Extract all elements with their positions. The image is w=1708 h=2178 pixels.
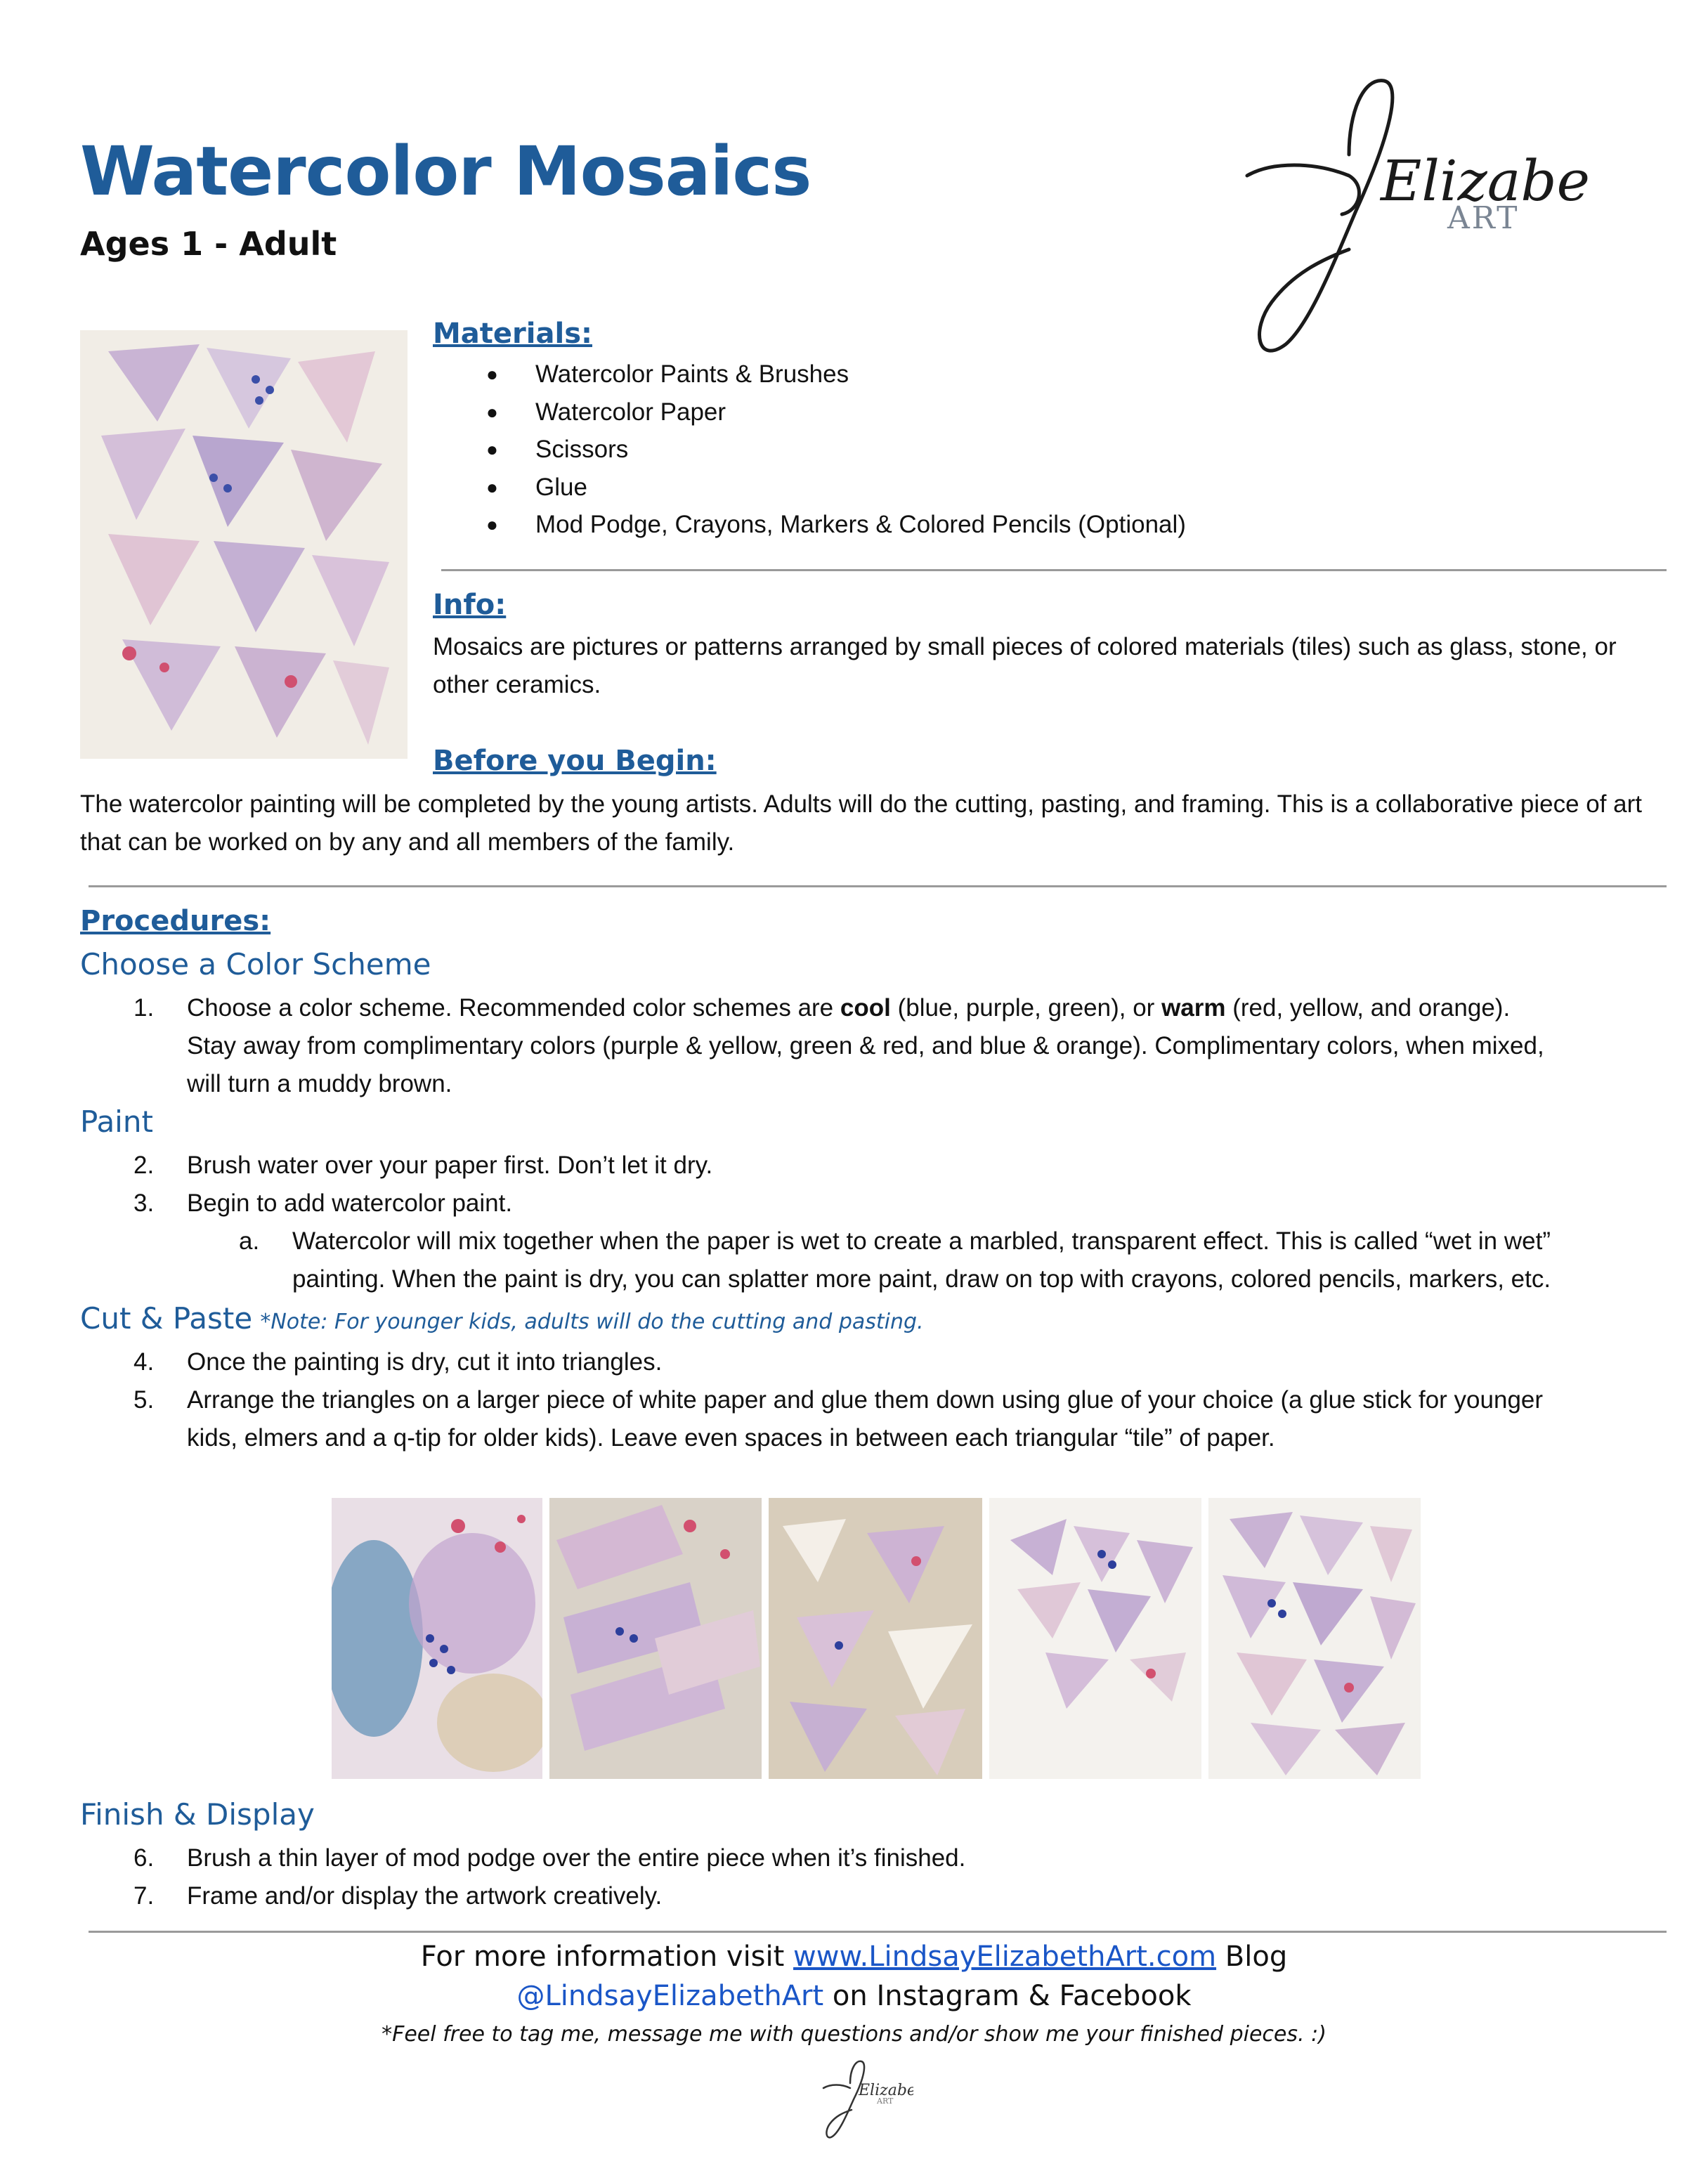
page-subtitle: Ages 1 - Adult	[80, 225, 337, 263]
footer-info: For more information visit www.LindsayElizabethArt.com Blog	[420, 1941, 1288, 1973]
step-1-line-3: will turn a muddy brown.	[187, 1070, 452, 1097]
step-1-line-2: Stay away from complimentary colors (purple & yellow, green & red, and blue & orange). Complimentary colors, when mixed,	[187, 1032, 1544, 1059]
before-heading: Before you Begin:	[433, 745, 717, 777]
list-item: ● Watercolor Paints & Brushes	[433, 356, 1627, 393]
finish-heading: Finish & Display	[80, 1797, 315, 1832]
footer-social: @LindsayElizabethArt on Instagram & Facebook	[516, 1980, 1192, 2012]
social-handle[interactable]: @LindsayElizabethArt	[516, 1980, 824, 2012]
divider	[441, 569, 1667, 571]
process-photo-painting	[332, 1498, 542, 1779]
cut-paste-heading: Cut & Paste	[80, 1301, 253, 1336]
procedures-heading: Procedures:	[80, 905, 271, 937]
logo-art-text: ART	[1447, 200, 1520, 236]
bullet-icon: ●	[486, 400, 498, 423]
cut-paste-heading-row	[80, 1301, 924, 1336]
bullet-icon: ●	[486, 514, 498, 535]
svg-text:ART: ART	[877, 2097, 894, 2106]
list-item: ● Scissors	[433, 431, 1627, 469]
divider	[89, 885, 1667, 887]
info-heading: Info:	[433, 589, 507, 621]
cut-paste-note: *Note: For younger kids, adults will do the cutting and pasting.	[260, 1310, 924, 1334]
website-link[interactable]: www.LindsayElizabethArt.com	[793, 1941, 1217, 1973]
footer-note: *Feel free to tag me, message me with questions and/or show me your finished pieces. :)	[382, 2022, 1326, 2047]
page-title: Watercolor Mosaics	[80, 132, 811, 211]
before-text: The watercolor painting will be completed by the young artists. Adults will do the cutting, pasting, and framing. This is a collaborative piece of art that can be worked on by any and all members of the family.	[80, 790, 1643, 856]
svg-text:Elizabeth: Elizab	[859, 2082, 907, 2099]
bullet-icon: ●	[486, 476, 498, 498]
logo-script-text: Elizabe	[1381, 148, 1588, 214]
signature-logo	[1244, 70, 1588, 365]
step-5-line-2: kids, elmers and a q-tip for older kids). Leave even spaces in between each triangular “tile” of paper.	[187, 1424, 1275, 1452]
materials-list	[433, 356, 1627, 544]
materials-heading: Materials:	[433, 318, 592, 350]
process-photo-finished	[1208, 1498, 1421, 1779]
color-scheme-heading: Choose a Color Scheme	[80, 947, 431, 982]
footer-logo	[822, 2059, 913, 2143]
bullet-icon: ●	[486, 438, 498, 460]
info-text: Mosaics are pictures or patterns arranged by small pieces of colored materials (tiles) such as glass, stone, or other ceramics.	[433, 633, 1617, 698]
list-item: ● Watercolor Paper	[433, 393, 1627, 431]
finished-mosaic-photo	[80, 330, 408, 759]
process-photo-triangles-cut	[769, 1498, 982, 1779]
list-item: ● Mod Podge, Crayons, Markers & Colored Pencils (Optional)	[433, 506, 1627, 544]
bullet-icon: ●	[486, 363, 498, 385]
divider	[89, 1931, 1667, 1933]
step-3a-line-2: painting. When the paint is dry, you can splatter more paint, draw on top with crayons, colored pencils, markers, etc.	[292, 1265, 1551, 1293]
process-photo-strips	[549, 1498, 762, 1779]
process-photo-arranging	[989, 1498, 1201, 1779]
paint-heading: Paint	[80, 1104, 153, 1139]
list-item: ● Glue	[433, 469, 1627, 507]
